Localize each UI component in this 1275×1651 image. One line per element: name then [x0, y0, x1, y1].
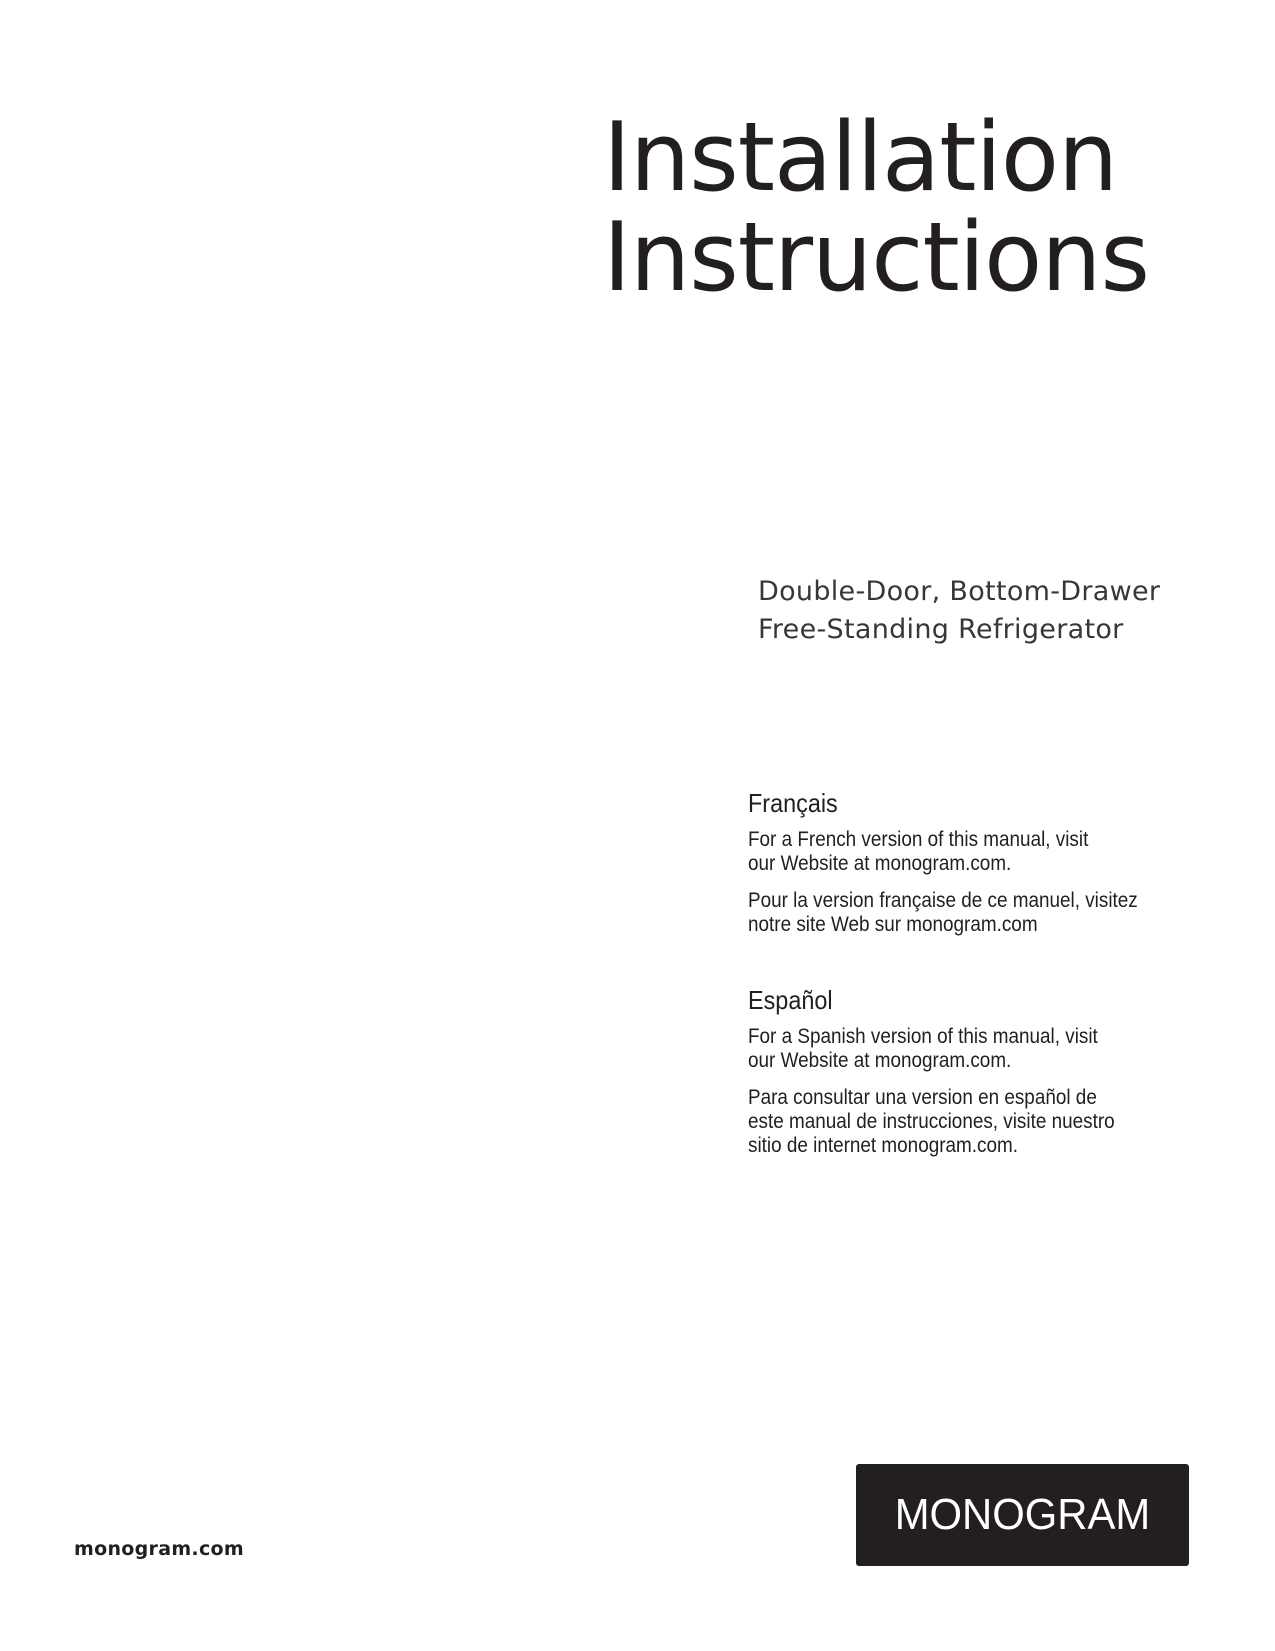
spanish-section	[748, 985, 1248, 1171]
footer-website: monogram.com	[74, 1538, 244, 1560]
spanish-english-note	[748, 1025, 1198, 1073]
french-heading: Français	[748, 788, 838, 818]
product-subtitle-line-2: Free-Standing Refrigerator	[758, 614, 1124, 645]
french-english-note-line-1: For a French version of this manual, visit	[748, 828, 1089, 851]
spanish-english-note-line-1: For a Spanish version of this manual, visit	[748, 1025, 1098, 1048]
spanish-heading: Español	[748, 985, 833, 1015]
spanish-spanish-note-line-3: sitio de internet monogram.com.	[748, 1134, 1018, 1157]
product-subtitle-line-1: Double-Door, Bottom-Drawer	[758, 576, 1161, 607]
document-title-line-1: Installation	[603, 103, 1118, 213]
spanish-english-note-line-2: our Website at monogram.com.	[748, 1049, 1012, 1072]
document-title-line-2: Instructions	[603, 203, 1149, 313]
monogram-logo-text: MONOGRAM	[894, 1490, 1151, 1539]
french-english-note	[748, 828, 1198, 876]
spanish-spanish-note	[748, 1086, 1198, 1158]
french-section	[748, 788, 1248, 950]
product-subtitle	[758, 573, 1160, 649]
french-french-note	[748, 889, 1198, 937]
spanish-spanish-note-line-1: Para consultar una version en español de	[748, 1086, 1097, 1109]
french-french-note-line-1: Pour la version française de ce manuel, visitez	[748, 889, 1138, 912]
french-english-note-line-2: our Website at monogram.com.	[748, 852, 1012, 875]
monogram-logo	[856, 1464, 1189, 1566]
french-french-note-line-2: notre site Web sur monogram.com	[748, 913, 1038, 936]
document-title	[603, 103, 1149, 313]
spanish-spanish-note-line-2: este manual de instrucciones, visite nuestro	[748, 1110, 1115, 1133]
